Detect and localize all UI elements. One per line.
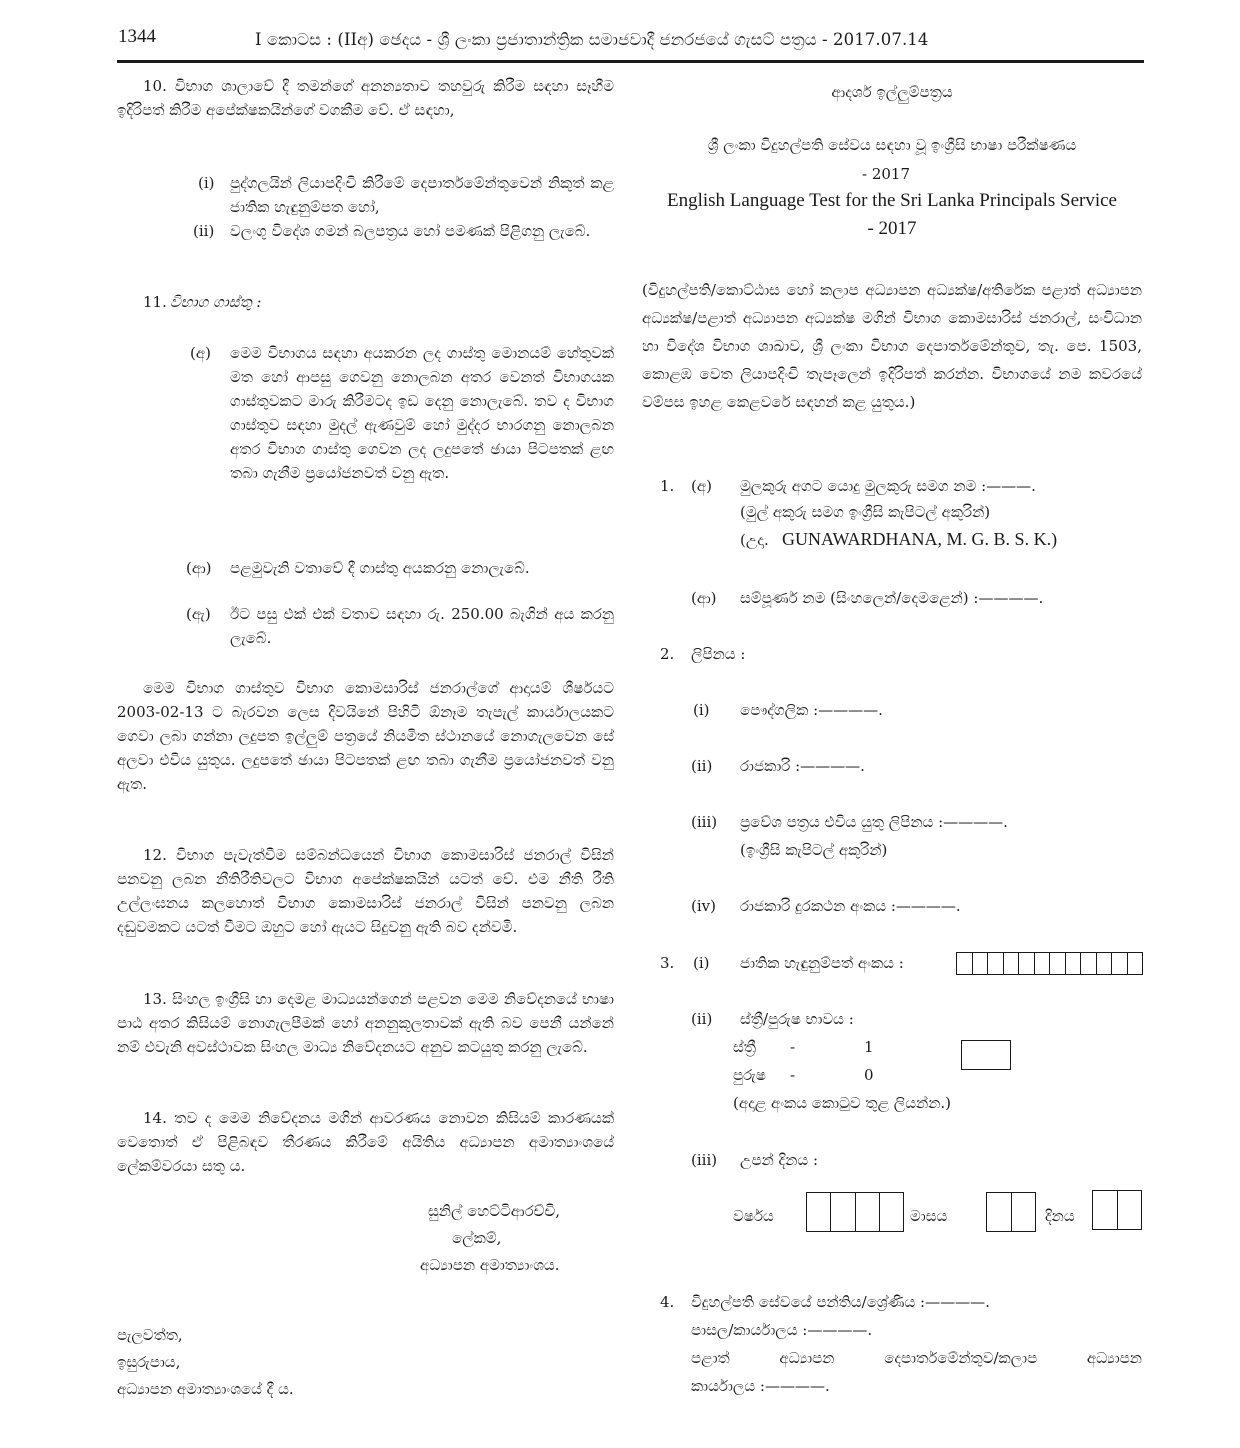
q1a-label: (අ) <box>691 477 712 495</box>
box-cell[interactable] <box>988 953 1004 974</box>
q3-female-dash: - <box>790 1038 796 1056</box>
q3-iii-label: (iii) <box>691 1151 718 1169</box>
clause-11-item-a-label: (අ) <box>190 344 211 362</box>
q2-ii-official: රාජකාරි :————. <box>740 757 865 775</box>
model-application-heading: ආදර්ශ ඉල්ලුම්පත්‍රය <box>831 83 953 101</box>
header-rule <box>117 60 1144 63</box>
box-cell[interactable] <box>1012 1193 1036 1231</box>
dob-year-boxes[interactable] <box>806 1192 904 1232</box>
q3-number: 3. <box>660 954 675 972</box>
dob-day-label: දිනය <box>1045 1207 1075 1225</box>
q1b-label: (ආ) <box>691 589 717 607</box>
box-cell[interactable] <box>973 953 989 974</box>
q3-ii-label: (ii) <box>691 1010 713 1028</box>
clause-10: 10. විභාග ශාලාවේ දී තමන්ගේ අනන්‍යතාව තහවුරු කිරීම සඳහා සෑහීම ඉදිරිපත් කිරීම අපේක්ෂකයින්ගේ වගකීම වේ. ඒ සඳහා, <box>117 77 614 119</box>
q4-school-office: පාසල/කාර්යාලය :————. <box>691 1321 873 1339</box>
q3-female-code: 1 <box>864 1038 874 1056</box>
q3-i-nic-label: ජාතික හැඳුනුම්පත් අංකය : <box>740 954 904 972</box>
page-number: 1344 <box>118 26 156 47</box>
dob-month-label: මාසය <box>910 1207 948 1225</box>
box-cell[interactable] <box>1050 953 1066 974</box>
clause-11-item-a: මෙම විභාගය සඳහා අයකරන ලද ගාස්තු මොනයම් හේතුවක් මත හෝ ආපසු ගෙවනු නොලබන අතර වෙනත් විභාගයක ගාස්තුවකට මාරු කිරීමටද ඉඩ දෙනු නොලැබේ. තව ද විභාග ගාස්තුව සඳහා මුදල් ඇණවුම් හෝ මුද්දර භාරගනු නොලබන අතර විභාග ගාස්තු ගෙවන ලද ලදුපතේ ඡායා පිටපතක් ළඟ තබා ගැනීම ප්‍රයෝජනවත් වනු ඇත. <box>230 344 614 482</box>
place-line-2: ඉසුරුපාය, <box>117 1353 181 1371</box>
q2-ii-label: (ii) <box>691 757 713 775</box>
signatory-ministry: අධ්‍යාපන අමාත්‍යාංශය. <box>420 1256 560 1274</box>
q1a-name-with-initials: මුලකුරු අගට යොදු මුලකුරු සමග නම :———. <box>740 477 1036 495</box>
q2-i-label: (i) <box>693 701 710 719</box>
dob-month-boxes[interactable] <box>986 1192 1036 1232</box>
q2-iv-label: (iv) <box>691 897 716 915</box>
gender-code-box[interactable] <box>961 1040 1011 1070</box>
q2-iv-official-phone: රාජකාරි දුරකථන අංකය :————. <box>740 897 961 915</box>
q1a-example-prefix: (උදා. <box>740 531 769 549</box>
q2-number: 2. <box>660 645 675 663</box>
box-cell[interactable] <box>1035 953 1051 974</box>
q3-male-code: 0 <box>864 1066 874 1084</box>
clause-10-item-i-label: (i) <box>198 174 215 192</box>
q3-ii-gender-label: ස්ත්‍රී/පුරුෂ භාවය : <box>740 1010 854 1028</box>
clause-10-item-ii-label: (ii) <box>193 222 215 240</box>
place-line-3: අධ්‍යාපන අමාත්‍යාංශයේ දී ය. <box>117 1380 294 1398</box>
q3-female-label: ස්ත්‍රී <box>733 1038 756 1056</box>
clause-10-item-i: පුද්ගලයින් ලියාපදිංචි කිරීමේ දෙපාර්තමේන්තුවෙන් නිකුත් කළ ජාතික හැඳුනුම්පත හෝ, <box>230 174 614 216</box>
nic-number-boxes[interactable] <box>956 952 1143 975</box>
clause-11-heading: විභාග ගාස්තු : <box>170 293 262 311</box>
box-cell[interactable] <box>1118 1191 1142 1229</box>
q3-male-dash: - <box>790 1066 796 1084</box>
clause-11-item-aa: පළමුවැනි වතාවේ දී ගාස්තු අයකරනු නොලැබේ. <box>230 559 530 577</box>
clause-11-paragraph: මෙම විභාග ගාස්තුව විභාග කොමසාරිස් ජනරාල්ගේ ආදායම් ශීර්ෂයට 2003-02-13 ට බැරවන ලෙස දිවයිනේ පිහිටි ඕනෑම තැපැල් කාර්යාලයකට ගෙවා ලබා ගන්නා ලදුපත ඉල්ලුම් පත්‍රයේ නියමිත ස්ථානයේ නොගැලවෙන සේ අලවා එවිය යුතුය. ලදුපතේ ඡායා පිටපතක් ළඟ තබා ගැනීම ප්‍රයෝජනවත් වනු ඇත. <box>117 679 614 793</box>
clause-11-item-ae-label: (ඇ) <box>186 605 211 623</box>
box-cell[interactable] <box>987 1193 1012 1231</box>
q4-provincial-department: පළාත් අධ්‍යාපන දෙපාර්තමේන්තුව/කලාප අධ්‍යාපන <box>691 1349 1142 1367</box>
box-cell[interactable] <box>1128 953 1143 974</box>
english-title-line-2: - 2017 <box>867 218 917 239</box>
box-cell[interactable] <box>957 953 973 974</box>
clause-13: 13. සිංහල ඉංග්‍රීසි හා දෙමළ මාධ්‍යයන්ගෙන් පළවන මෙම නිවේදනයේ භාෂා පාඨ අතර කිසියම් නොගැලපීමක් හෝ අනනුකූලතාවක් ඇති බව පෙනී යන්නේ නම් එවැනි අවස්ථාවක සිංහල මාධ්‍ය නිවේදනයට අනුව කටයුතු කරනු ලැබේ. <box>117 990 614 1056</box>
box-cell[interactable] <box>1066 953 1082 974</box>
q1a-example: GUNAWARDHANA, M. G. B. S. K.) <box>782 529 1058 549</box>
clause-10-item-ii: වලංගු විදේශ ගමන් බලපත්‍රය හෝ පමණක් පිළිගනු ලැබේ. <box>230 222 591 240</box>
box-cell[interactable] <box>856 1193 880 1231</box>
clause-12: 12. විභාග පැවැත්වීම සම්බන්ධයෙන් විභාග කොමසාරිස් ජනරාල් විසින් පනවනු ලබන නීතිරීතිවලට විභාග අපේක්ෂකයින් යටත් වේ. එම නීති රීති උල්ලංඝනය කලහොත් විභාග කොමසාරිස් ජනරාල් විසින් පනවනු ලබන දඬුවමකට යටත් වීමට ඔහුට හෝ ඇයට සිදුවනු ඇති බව දන්වමි. <box>117 846 614 936</box>
clause-11-item-aa-label: (ආ) <box>186 559 212 577</box>
box-cell[interactable] <box>807 1193 831 1231</box>
box-cell[interactable] <box>831 1193 855 1231</box>
q1b-full-name: සම්පූර්ණ නම (සිංහලෙන්/දෙමළෙන්) :————. <box>740 589 1044 607</box>
clause-11-item-ae: ඊට පසු එක් එක් වතාව සඳහා රු. 250.00 බැගින් අය කරනු ලැබේ. <box>230 605 614 647</box>
place-line-1: පැලවත්ත, <box>117 1326 183 1344</box>
q4-zonal-office: කාර්යාලය :————. <box>691 1377 830 1395</box>
box-cell[interactable] <box>880 1193 903 1231</box>
clause-14: 14. තව ද මෙම නිවේදනය මගින් ආවරණය නොවන කිසියම් කාරණයක් වෙතොත් ඒ පිළිබඳව තීරණය කිරීමේ අයිතිය අධ්‍යාපන අමාත්‍යාංශයේ ලේකම්වරයා සතු ය. <box>117 1109 614 1175</box>
q3-male-label: පුරුෂ <box>733 1066 766 1084</box>
box-cell[interactable] <box>1081 953 1097 974</box>
english-title-line-1: English Language Test for the Sri Lanka Principals Service <box>667 190 1117 211</box>
q1a-note: (මුල් අකුරු සමග ඉංග්‍රීසි කැපිටල් අකුරින්) <box>740 503 991 521</box>
box-cell[interactable] <box>1112 953 1128 974</box>
q2-heading: ලිපිනය : <box>691 645 746 663</box>
signatory-name: සුනිල් හෙට්ටිආරච්චි, <box>428 1202 560 1220</box>
sinhala-title-line-2: - 2017 <box>862 165 911 183</box>
dob-year-label: වර්ෂය <box>733 1207 774 1225</box>
q2-iii-label: (iii) <box>691 813 718 831</box>
q3-ii-note: (අදාළ අංකය කොටුව තුළ ලියන්න.) <box>733 1094 952 1112</box>
q1-number: 1. <box>660 477 675 495</box>
box-cell[interactable] <box>1019 953 1035 974</box>
sinhala-title-line-1: ශ්‍රී ලංකා විදුහල්පති සේවය සඳහා වූ ඉංග්‍රීසි භාෂා පරීක්ෂණය <box>707 136 1077 154</box>
signatory-title: ලේකම්, <box>452 1229 502 1247</box>
q2-iii-admission-address: ප්‍රවේශ පත්‍රය එවිය යුතු ලිපිනය :————. <box>740 813 1008 831</box>
q2-i-personal: පෞද්ගලික :————. <box>740 701 883 719</box>
q3-i-label: (i) <box>693 954 710 972</box>
clause-11-number: 11. <box>143 293 167 311</box>
gazette-header-title: I කොටස : (IIඅ) ඡෙදය - ශ්‍රී ලංකා ප්‍රජාතාන්ත්‍රික සමාජවාදී ජනරජයේ ගැසට් පත්‍රය - 2017.07.14 <box>255 30 929 49</box>
box-cell[interactable] <box>1097 953 1113 974</box>
q3-iii-dob-label: උපන් දිනය : <box>740 1151 818 1169</box>
box-cell[interactable] <box>1093 1191 1118 1229</box>
q4-number: 4. <box>660 1293 675 1311</box>
q2-iii-note: (ඉංග්‍රීසි කැපිටල් අකුරින්) <box>740 841 888 859</box>
submission-instructions: (විදුහල්පති/කොට්ඨාස හෝ කලාප අධ්‍යාපන අධ්‍යක්ෂ/අතිරේක පළාත් අධ්‍යාපන අධ්‍යක්ෂ/පළාත් අධ්‍යාපන අධ්‍යක්ෂ මගින් විභාග කොමසාරිස් ජනරාල්, සංවිධාන හා විදේශ විභාග ශාඛාව, ශ්‍රී ලංකා විභාග දෙපාර්තමේන්තුව, තැ. පෙ. 1503, කොළඹ වෙත ලියාපදිංචි තැපෑලෙන් ඉදිරිපත් කරන්න. විභාගයේ නම කවරයේ වම්පස ඉහළ කෙළවරේ සඳහන් කළ යුතුය.) <box>642 281 1142 411</box>
box-cell[interactable] <box>1004 953 1020 974</box>
q4-class-grade: විදුහල්පති සේවයේ පන්තිය/ශ්‍රේණිය :————. <box>691 1293 990 1311</box>
dob-day-boxes[interactable] <box>1092 1190 1142 1230</box>
